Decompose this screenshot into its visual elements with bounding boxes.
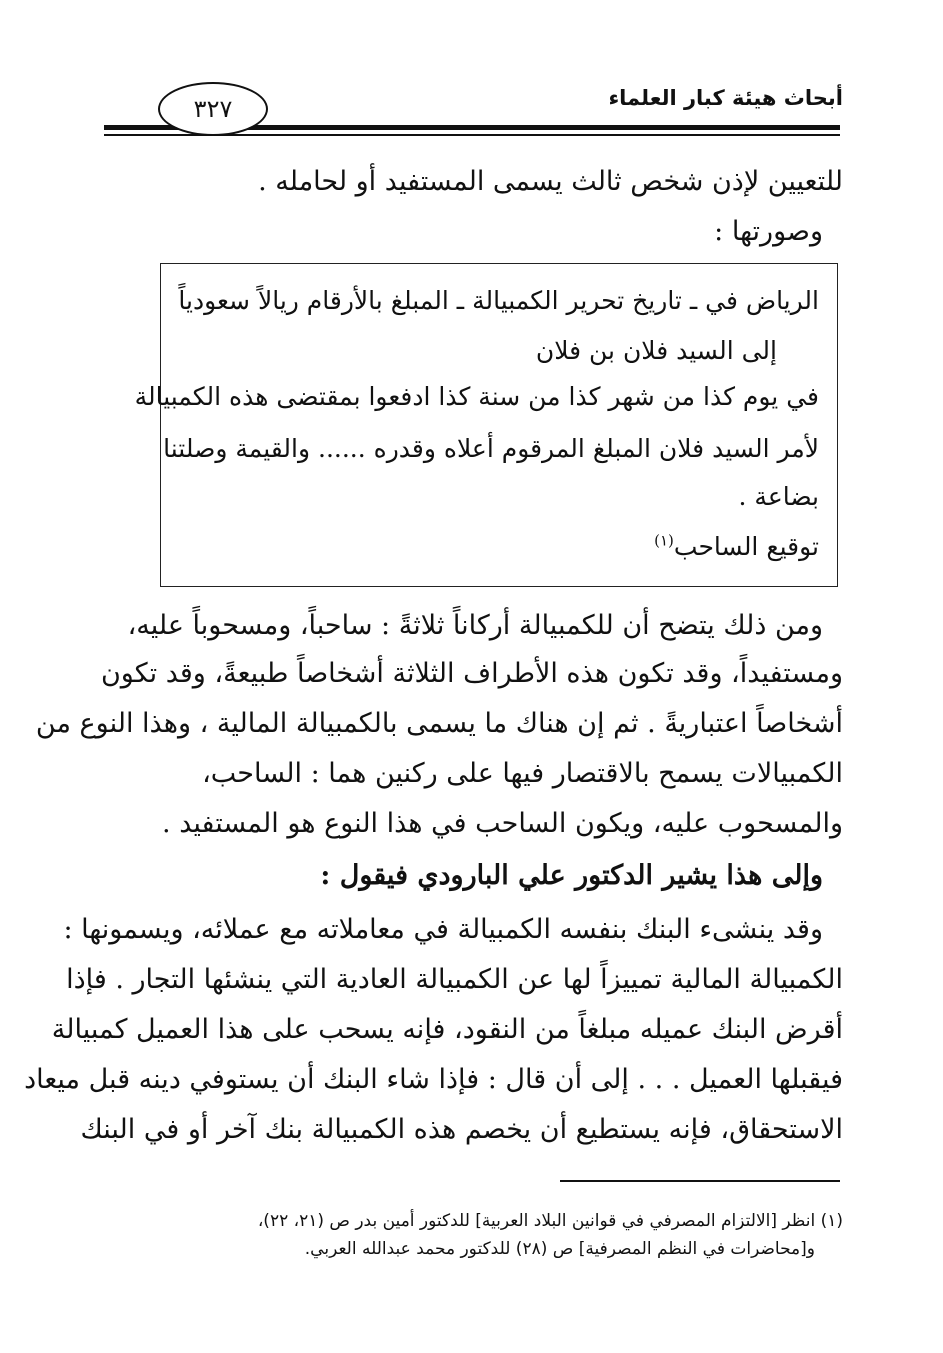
text-line: وصورتها : [714, 216, 823, 247]
signature-line [181, 528, 819, 566]
paragraph-line: وقد ينشىء البنك بنفسه الكمبيالة في معاملاته مع عملائه، ويسمونها : [63, 914, 823, 945]
running-header-title: أبحاث هيئة كبار العلماء [608, 86, 843, 110]
paragraph-line: أقرض البنك عميله مبلغاً من النقود، فإنه يسحب على هذا العميل كمبيالة [51, 1014, 843, 1045]
text-line: للتعيين لإذن شخص ثالث يسمى المستفيد أو لحامله . [258, 166, 843, 197]
paragraph-line: ومستفيداً، وقد تكون هذه الأطراف الثلاثة أشخاصاً طبيعةً، وقد تكون [100, 658, 843, 689]
bill-of-exchange-form-box [134, 263, 838, 587]
paragraph-line: والمسحوب عليه، ويكون الساحب في هذا النوع هو المستفيد . [162, 808, 843, 839]
box-line: الرياض في ـ تاريخ تحرير الكمبيالة ـ المبلغ بالأرقام ريالاً سعودياً [178, 286, 819, 315]
footnote-ref: (١) [654, 531, 674, 550]
paragraph-line: فيقبلها العميل . . . إلى أن قال : فإذا شاء البنك أن يستوفي دينه قبل ميعاد [24, 1064, 843, 1095]
paragraph-line: الاستحقاق، فإنه يستطيع أن يخصم هذه الكمبيالة بنك آخر أو في البنك [80, 1114, 843, 1145]
box-line: بضاعة . [738, 482, 819, 511]
paragraph-line: ومن ذلك يتضح أن للكمبيالة أركاناً ثلاثةً : ساحباً، ومسحوباً عليه، [127, 610, 823, 641]
box-line: لأمر السيد فلان المبلغ المرقوم أعلاه وقدره ...... والقيمة وصلتنا [163, 434, 819, 463]
paragraph-line: الكمبيالات يسمح بالاقتصار فيها على ركنين هما : الساحب، [202, 758, 843, 789]
page-number-oval [158, 82, 268, 136]
signature-label: توقيع الساحب [673, 532, 819, 561]
paragraph-line: أشخاصاً اعتباريةً . ثم إن هناك ما يسمى بالكمبيالة المالية ، وهذا النوع من [35, 708, 843, 739]
bold-intro-line: وإلى هذا يشير الدكتور علي البارودي فيقول : [320, 860, 823, 891]
footnote-separator [560, 1180, 840, 1182]
paragraph-line: الكمبيالة المالية تمييزاً لها عن الكمبيالة العادية التي ينشئها التجار . فإذا [66, 964, 843, 995]
footnote-line: و[محاضرات في النظم المصرفية] ص (٢٨) للدكتور محمد عبدالله العربي. [304, 1239, 815, 1259]
box-line: إلى السيد فلان بن فلان [535, 336, 777, 365]
box-line: في يوم كذا من شهر كذا من سنة كذا ادفعوا بمقتضى هذه الكمبيالة [134, 382, 819, 411]
page-number: ٣٢٧ [193, 95, 233, 123]
footnote-line: (١) انظر [الالتزام المصرفي في قوانين البلاد العربية] للدكتور أمين بدر ص (٢١، ٢٢)، [257, 1211, 843, 1231]
